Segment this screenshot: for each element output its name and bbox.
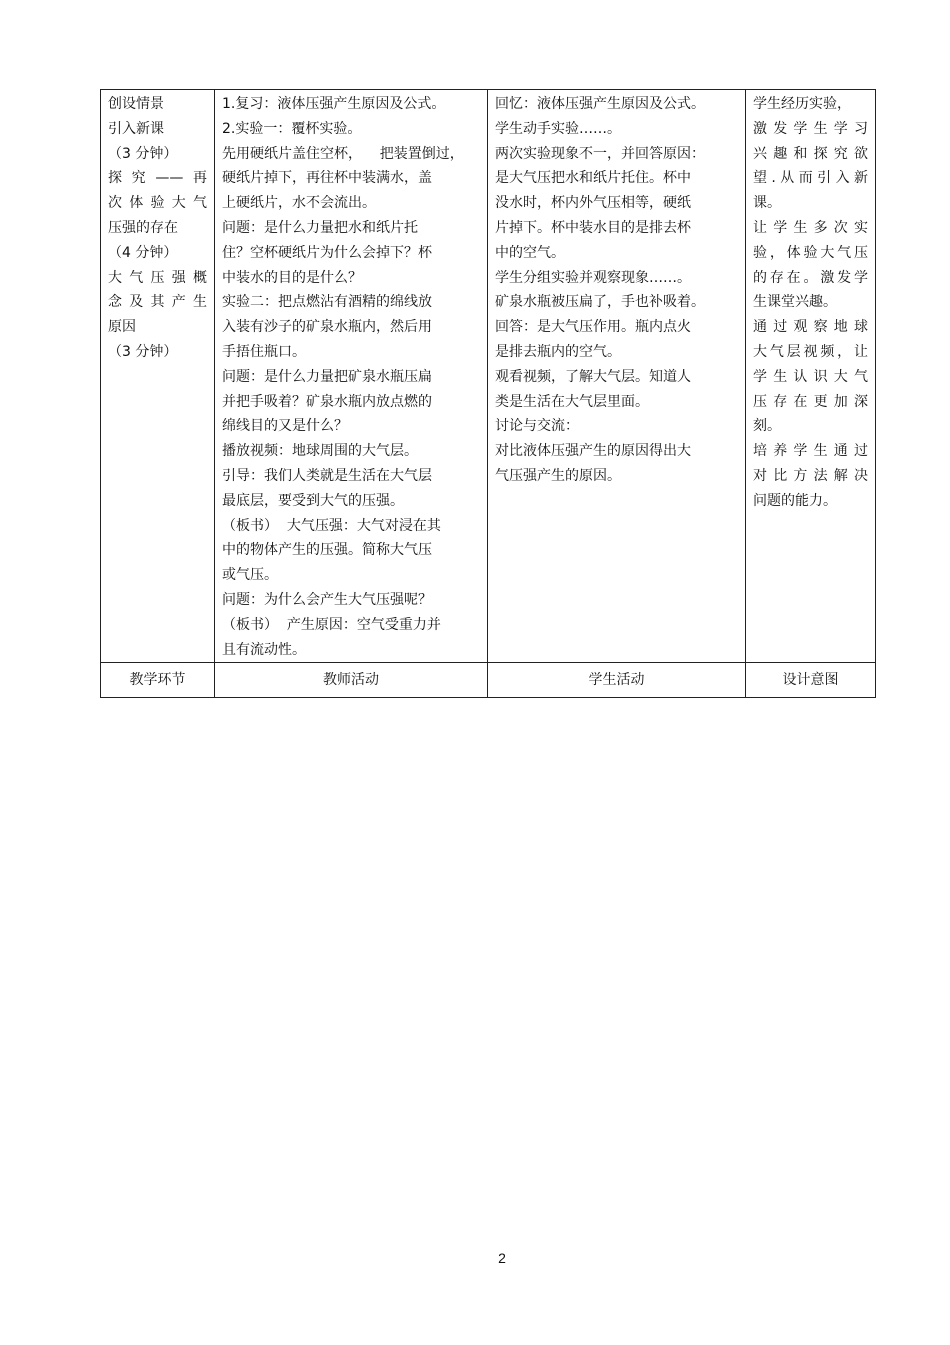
column-header-student: 学生活动 (488, 663, 746, 698)
segment-cell (101, 90, 215, 663)
teacher-line: 问题：为什么会产生大气压强呢？ (222, 591, 432, 608)
student-activity-cell (488, 90, 746, 663)
student-line: 学生分组实验并观察现象……。 (495, 269, 691, 286)
design-line: 学生经历实验， (753, 96, 851, 112)
segment-line: 次体验大气 (108, 195, 207, 212)
teacher-line: 或气压。 (222, 567, 278, 584)
teacher-line: 住？空杯硬纸片为什么会掉下？杯 (222, 244, 432, 261)
student-line: 片掉下。杯中装水目的是排去杯 (495, 219, 691, 236)
design-line: 学生认识大气 (753, 368, 868, 385)
teacher-line: 引导：我们人类就是生活在大气层 (222, 467, 432, 484)
teacher-line: 问题：是什么力量把水和纸片托 (222, 219, 418, 236)
teacher-line: 上硬纸片，水不会流出。 (222, 195, 376, 212)
design-line: 让学生多次实 (753, 219, 868, 236)
design-line: 的存在。激发学 (753, 269, 868, 286)
segment-line: 大气压强概 (108, 269, 207, 286)
column-header-teacher: 教师活动 (215, 663, 488, 698)
student-line: 学生动手实验……。 (495, 120, 621, 137)
student-line: 回答：是大气压作用。瓶内点火 (495, 319, 691, 336)
student-line: 气压强产生的原因。 (495, 467, 621, 484)
design-line: 压存在更加深 (753, 393, 868, 410)
student-line: 观看视频，了解大气层。知道人 (495, 368, 691, 385)
design-line: 课。 (753, 195, 781, 212)
teacher-line: 最底层，要受到大气的压强。 (222, 492, 404, 509)
header-row (101, 663, 876, 698)
column-header-design: 设计意图 (746, 663, 876, 698)
design-line: 大气层视频，让 (753, 343, 868, 360)
design-intent-cell (746, 90, 876, 663)
teacher-line: 中的物体产生的压强。简称大气压 (222, 542, 432, 559)
lesson-plan-table (100, 89, 876, 698)
student-line: 是排去瓶内的空气。 (495, 343, 621, 360)
teacher-line: 硬纸片掉下，再往杯中装满水，盖 (222, 170, 432, 187)
segment-line: （3 分钟） (108, 343, 178, 360)
teacher-line: 先用硬纸片盖住空杯， 把装置倒过， (222, 145, 464, 162)
segment-line: 原因 (108, 319, 136, 336)
teacher-line: 并把手吸着？矿泉水瓶内放点燃的 (222, 393, 432, 410)
page-number: 2 (498, 1250, 506, 1266)
student-line: 是大气压把水和纸片托住。杯中 (495, 170, 691, 187)
student-line: 对比液体压强产生的原因得出大 (495, 443, 691, 460)
design-line: 对比方法解决 (753, 467, 868, 484)
teacher-line: （板书） 大气压强：大气对浸在其 (222, 517, 441, 534)
teacher-line: 且有流动性。 (222, 641, 306, 658)
student-line: 讨论与交流： (495, 418, 579, 435)
teacher-line: 中装水的目的是什么？ (222, 269, 362, 286)
teacher-line: 实验二：把点燃沾有酒精的绵线放 (222, 294, 432, 311)
teacher-line: 入装有沙子的矿泉水瓶内，然后用 (222, 319, 432, 336)
segment-line: （3 分钟） (108, 145, 178, 162)
segment-line: 压强的存在 (108, 219, 178, 236)
segment-line: 探究——再 (108, 170, 207, 187)
design-line: 激发学生学习 (753, 120, 868, 137)
student-line: 两次实验现象不一，并回答原因： (495, 145, 705, 162)
teacher-line: 1.复习：液体压强产生原因及公式。 (222, 96, 446, 112)
design-line: 通过观察地球 (753, 319, 868, 336)
segment-line: 创设情景 (108, 96, 164, 112)
column-header-segment: 教学环节 (101, 663, 215, 698)
student-line: 回忆：液体压强产生原因及公式。 (495, 96, 705, 112)
design-line: 验，体验大气压 (753, 244, 868, 261)
segment-line: （4 分钟） (108, 244, 178, 261)
student-line: 矿泉水瓶被压扁了，手也补吸着。 (495, 294, 705, 311)
teacher-line: 问题：是什么力量把矿泉水瓶压扁 (222, 368, 432, 385)
teacher-line: 播放视频：地球周围的大气层。 (222, 443, 418, 460)
segment-line: 引入新课 (108, 120, 164, 137)
design-line: 生课堂兴趣。 (753, 294, 837, 311)
content-row (101, 90, 876, 663)
teacher-line: 绵线目的又是什么？ (222, 418, 348, 435)
student-line: 类是生活在大气层里面。 (495, 393, 649, 410)
teacher-line: （板书） 产生原因：空气受重力并 (222, 616, 441, 633)
design-line: 望.从而引入新 (753, 170, 868, 187)
teacher-line: 手捂住瓶口。 (222, 343, 306, 360)
design-line: 培养学生通过 (753, 443, 868, 460)
student-line: 没水时，杯内外气压相等，硬纸 (495, 195, 691, 212)
student-line: 中的空气。 (495, 244, 565, 261)
teacher-line: 2.实验一：覆杯实验。 (222, 120, 362, 137)
segment-line: 念及其产生 (108, 294, 207, 311)
teacher-activity-cell (215, 90, 488, 663)
design-line: 问题的能力。 (753, 492, 837, 509)
design-line: 兴趣和探究欲 (753, 145, 868, 162)
design-line: 刻。 (753, 418, 781, 435)
